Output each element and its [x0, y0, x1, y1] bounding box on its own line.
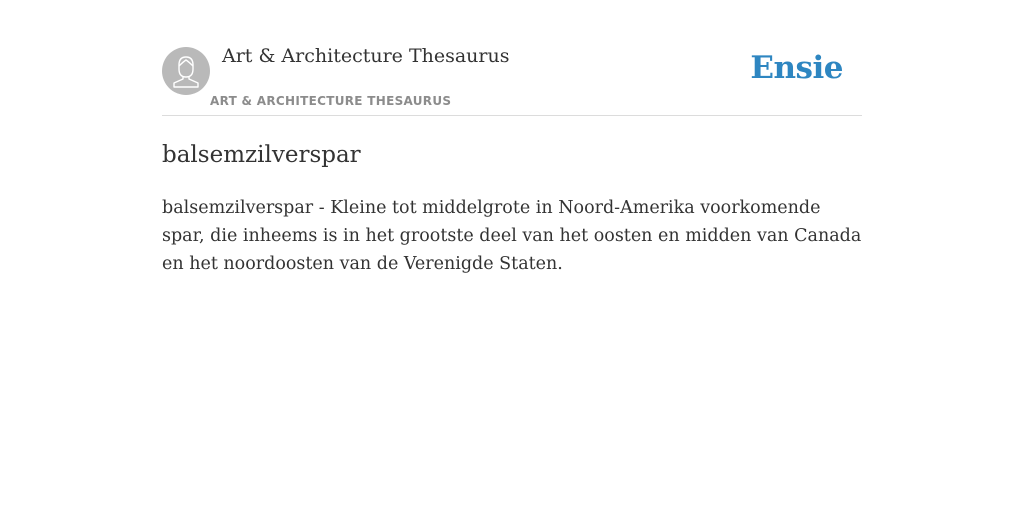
content-container: [162, 0, 862, 278]
user-placeholder-icon: [162, 47, 210, 95]
entry-header: [162, 0, 862, 116]
entry-term: balsemzilverspar: [162, 142, 361, 168]
brand-logo[interactable]: Ensie: [750, 50, 843, 86]
source-title-link[interactable]: Art & Architecture Thesaurus: [222, 45, 510, 67]
source-subtitle: ART & ARCHITECTURE THESAURUS: [210, 94, 452, 108]
avatar[interactable]: [162, 47, 210, 95]
entry-definition: balsemzilverspar - Kleine tot middelgrote in Noord-Amerika voorkomende spar, die inheems is in het grootste deel van het oosten en midden van Canada en het noordoosten van de Verenigde Staten.: [162, 198, 862, 274]
